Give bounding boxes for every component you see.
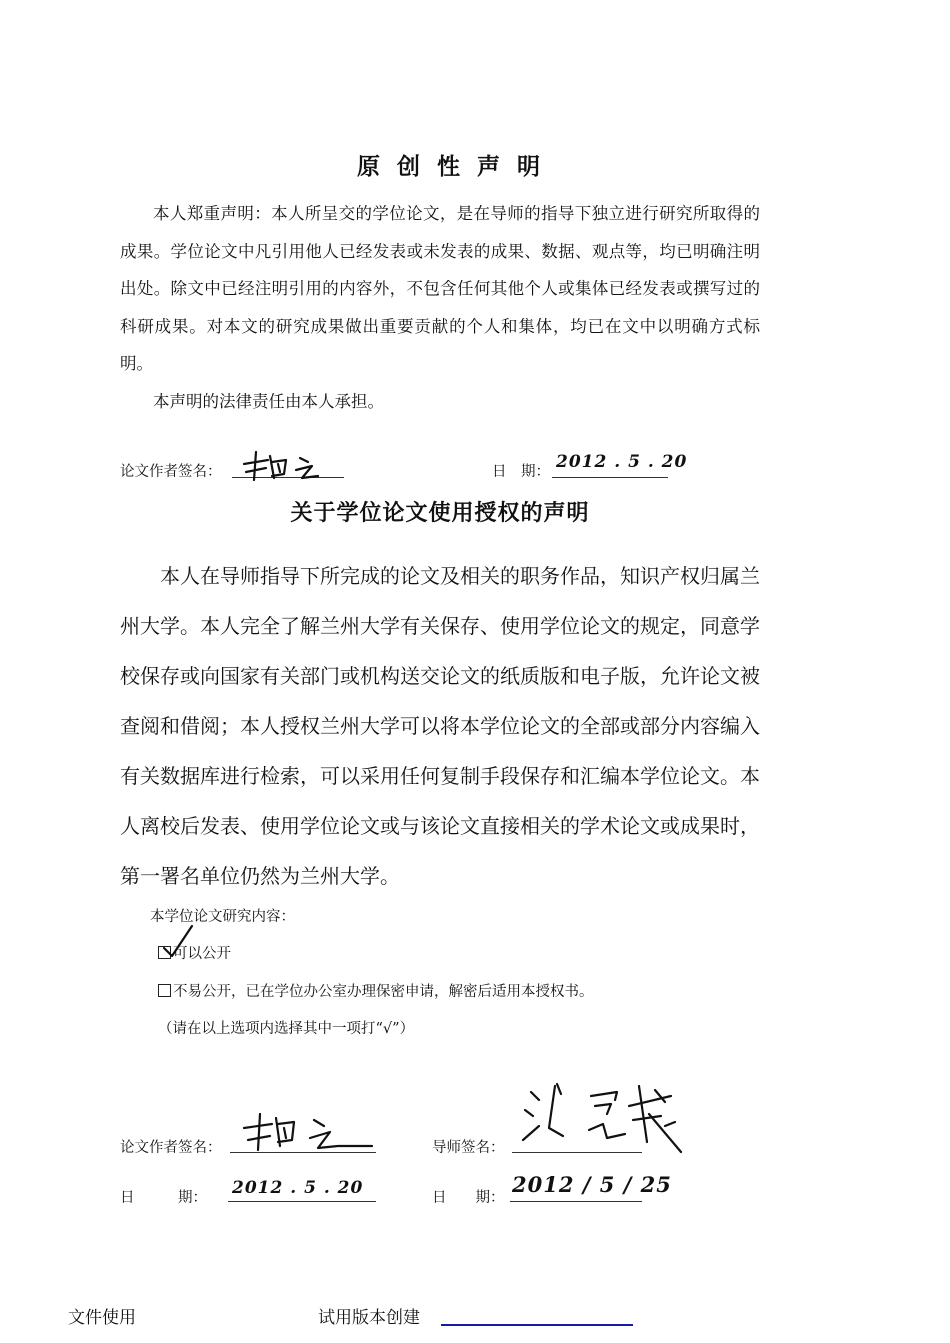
- author-sign-label: 论文作者签名：: [120, 464, 222, 480]
- authorization-title: 关于学位论文使用授权的声明: [290, 501, 590, 526]
- option-public-label: 可以公开: [173, 946, 231, 962]
- footer-left-text: 文件使用: [68, 1308, 136, 1328]
- date-line: [552, 477, 668, 478]
- supervisor-sign-label: 导师签名：: [432, 1140, 505, 1156]
- author-signature: [238, 450, 348, 484]
- date-line-left: [228, 1201, 376, 1202]
- author-signature-2: [240, 1110, 380, 1156]
- handwritten-date: 2012 . 5 . 20: [556, 452, 688, 472]
- option-secret[interactable]: [158, 980, 594, 1001]
- declaration-body: [120, 195, 760, 420]
- authorization-paragraph: 本人在导师指导下所完成的论文及相关的职务作品，知识产权归属兰州大学。本人完全了解兰州大学有关保存、使用学位论文的规定，同意学校保存或向国家有关部门或机构送交论文的纸质版和电子版，允许论文被查阅和借阅；本人授权兰州大学可以将本学位论文的全部或部分内容编入有关数据库进行检索，可以采用任何复制手段保存和汇编本学位论文。本人离校后发表、使用学位论文或与该论文直接相关的学术论文或成果时，第一署名单位仍然为兰州大学。: [120, 564, 760, 888]
- selection-instruction: （请在以上选项内选择其中一项打“√”）: [158, 1021, 415, 1037]
- checkbox-secret[interactable]: [158, 984, 171, 997]
- date-label-right: 日 期：: [432, 1190, 505, 1206]
- handwritten-date-left: 2012 . 5 . 20: [232, 1178, 364, 1198]
- declaration-liability: 本声明的法律责任由本人承担。: [153, 391, 384, 411]
- authorization-body: [120, 551, 760, 901]
- author-sign-label-2: 论文作者签名：: [120, 1140, 222, 1156]
- supervisor-signature: [515, 1076, 690, 1158]
- footer-link-underline[interactable]: [441, 1324, 633, 1326]
- research-content-label: 本学位论文研究内容：: [150, 909, 295, 925]
- check-mark-icon: [160, 922, 200, 962]
- declaration-title: 原创性声明: [357, 154, 557, 180]
- footer-right-text: 试用版本创建: [318, 1308, 420, 1328]
- date-line-right: [510, 1201, 642, 1202]
- handwritten-date-right: 2012 / 5 / 25: [512, 1172, 672, 1197]
- date-label-left: 日 期：: [120, 1190, 207, 1206]
- declaration-paragraph: 本人郑重声明：本人所呈交的学位论文，是在导师的指导下独立进行研究所取得的成果。学位论文中凡引用他人已经发表或未发表的成果、数据、观点等，均已明确注明出处。除文中已经注明引用的内容外，不包含任何其他个人或集体已经发表或撰写过的科研成果。对本文的研究成果做出重要贡献的个人和集体，均已在文中以明确方式标明。: [120, 204, 760, 373]
- date-label: 日 期：: [492, 464, 550, 480]
- option-secret-label: 不易公开，已在学位办公室办理保密申请，解密后适用本授权书。: [173, 984, 594, 1000]
